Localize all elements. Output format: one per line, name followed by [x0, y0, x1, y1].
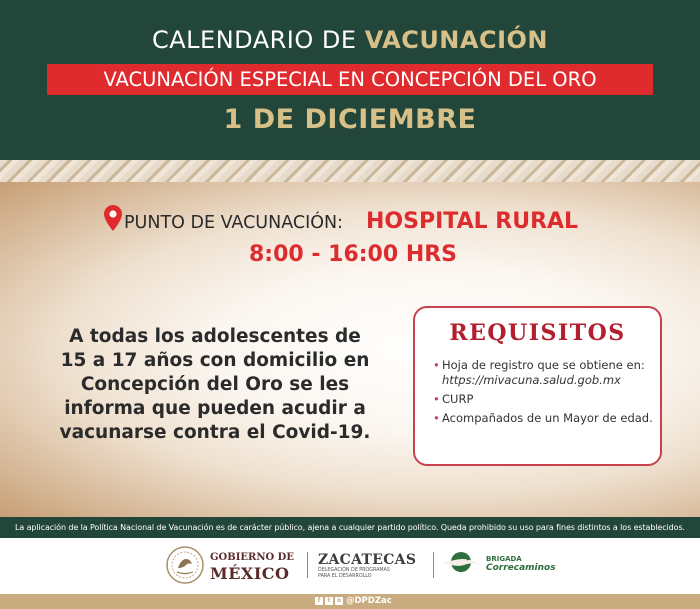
bullet-icon: •: [433, 411, 440, 425]
social-icons: [315, 597, 345, 606]
special-vaccination-banner: VACUNACIÓN ESPECIAL EN CONCEPCIÓN DEL ORO: [47, 64, 653, 95]
correcaminos-label: Correcaminos: [486, 563, 556, 573]
notice-line: A todas los adolescentes de: [69, 326, 361, 347]
zacatecas-label: ZACATECAS: [318, 552, 417, 568]
twitter-icon[interactable]: t: [325, 597, 333, 605]
requirement-text: Acompañados de un Mayor de edad.: [442, 411, 653, 425]
notice-line: Concepción del Oro se les: [80, 374, 350, 395]
vaccination-place: HOSPITAL RURAL: [366, 209, 579, 234]
event-date: 1 DE DICIEMBRE: [223, 104, 477, 135]
requirements-list: [433, 358, 658, 430]
requirement-item: [433, 358, 658, 388]
location-pin-icon: [104, 205, 122, 231]
requirements-title: REQUISITOS: [449, 320, 626, 346]
requirement-text: CURP: [442, 392, 474, 406]
requirements-box: [413, 306, 662, 466]
bullet-icon: •: [433, 392, 440, 406]
zacatecas-subtitle: PARA EL DESARROLLO: [318, 574, 372, 579]
requirement-text: Hoja de registro que se obtiene en:: [442, 358, 645, 372]
notice-line: 15 a 17 años con domicilio en: [60, 350, 370, 371]
notice-line: informa que pueden acudir a: [64, 398, 366, 419]
roadrunner-icon: [441, 551, 481, 573]
vaccination-point-label: PUNTO DE VACUNACIÓN:: [124, 213, 344, 233]
logo-divider: [433, 552, 434, 578]
title-highlight: VACUNACIÓN: [364, 26, 548, 54]
requirement-item: [433, 411, 658, 426]
national-seal-icon: [166, 546, 204, 584]
brigada-label: BRIGADA: [486, 555, 522, 563]
instagram-icon[interactable]: o: [336, 597, 342, 604]
gobierno-label: GOBIERNO DE: [210, 552, 294, 563]
disclaimer-bar: La aplicación de la Política Nacional de Vacunación es de carácter público, ajena a cualquier partido político. Queda prohibido su uso para fines distintos a los establecidos.: [0, 517, 700, 538]
bullet-icon: •: [433, 358, 440, 372]
adolescent-notice: [40, 325, 390, 445]
title-plain: CALENDARIO DE: [151, 26, 357, 54]
zacatecas-subtitle: DELEGACIÓN DE PROGRAMAS: [318, 568, 390, 573]
notice-line: vacunarse contra el Covid-19.: [59, 422, 371, 443]
vaccination-hours: 8:00 - 16:00 HRS: [248, 242, 458, 267]
logo-divider: [307, 552, 308, 578]
registration-link[interactable]: https://mivacuna.salud.gob.mx: [442, 373, 621, 387]
social-handle[interactable]: @DPDZac: [346, 596, 392, 606]
mexico-label: MÉXICO: [210, 564, 290, 583]
requirement-item: [433, 392, 658, 407]
calendar-title: [0, 26, 700, 54]
facebook-icon[interactable]: f: [315, 597, 323, 605]
decorative-pattern-strip: [0, 160, 700, 182]
